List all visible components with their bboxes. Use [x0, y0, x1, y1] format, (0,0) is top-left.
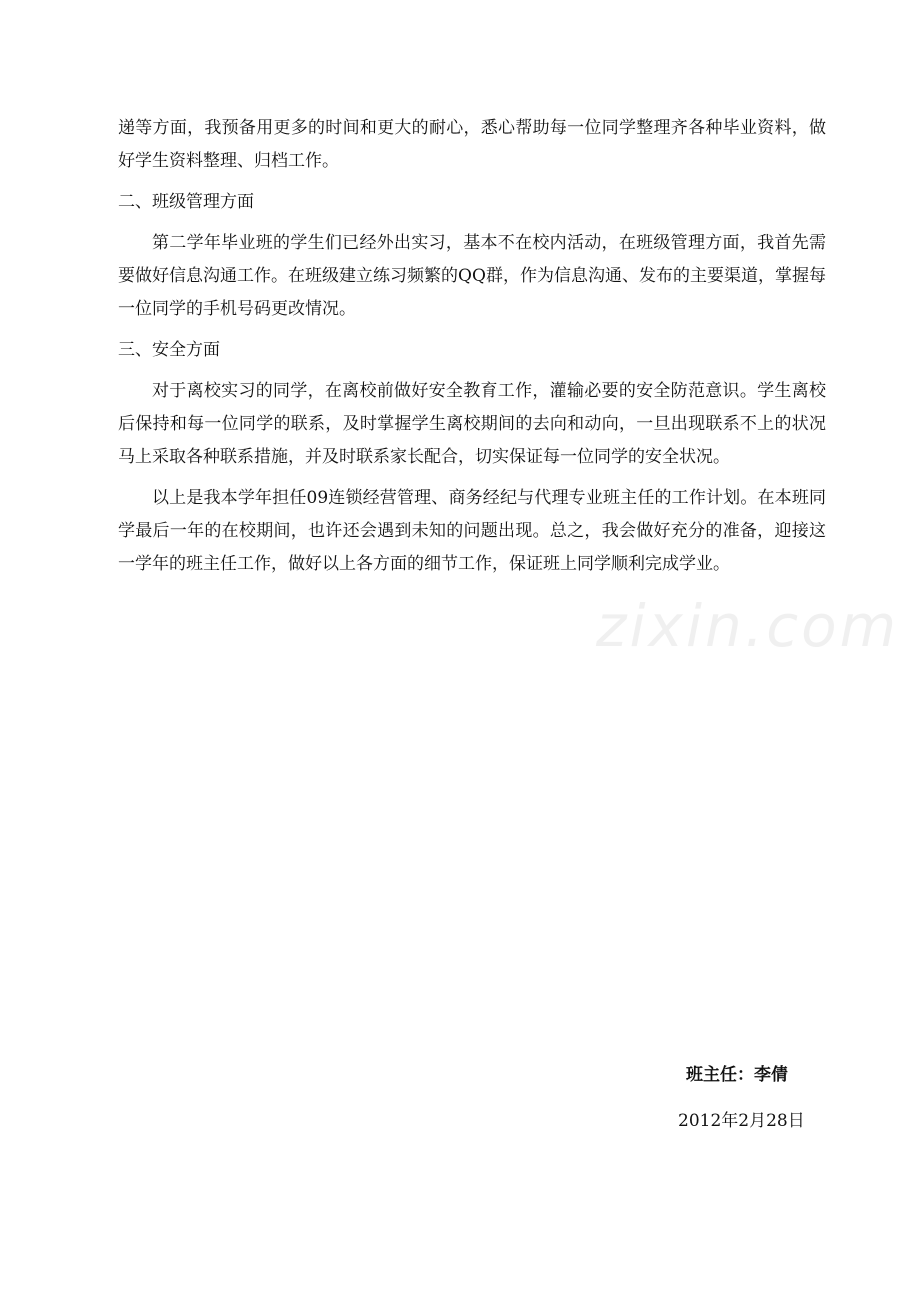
signature-line: 班主任：李倩 [686, 1065, 788, 1085]
paragraph-continuation: 递等方面，我预备用更多的时间和更大的耐心，悉心帮助每一位同学整理齐各种毕业资料，做好学生资料整理、归档工作。 [118, 118, 826, 171]
document-date: 2012年2月28日 [678, 1111, 805, 1131]
paragraph-conclusion: 以上是我本学年担任09连锁经营管理、商务经纪与代理专业班主任的工作计划。在本班同学最后一年的在校期间，也许还会遇到未知的问题出现。总之，我会做好充分的准备，迎接这一学年的班主任工作，做好以上各方面的细节工作，保证班上同学顺利完成学业。 [118, 488, 826, 574]
paragraph-class-management: 第二学年毕业班的学生们已经外出实习，基本不在校内活动，在班级管理方面，我首先需要做好信息沟通工作。在班级建立练习频繁的QQ群，作为信息沟通、发布的主要渠道，掌握每一位同学的手机号码更改情况。 [118, 233, 826, 319]
watermark-text: zixin.com [596, 592, 900, 660]
document-body [118, 112, 826, 589]
paragraph-safety: 对于离校实习的同学，在离校前做好安全教育工作，灌输必要的安全防范意识。学生离校后保持和每一位同学的联系，及时掌握学生离校期间的去向和动向，一旦出现联系不上的状况马上采取各种联系措施，并及时联系家长配合，切实保证每一位同学的安全状况。 [118, 381, 826, 467]
section-heading-safety: 三、安全方面 [118, 340, 220, 360]
section-heading-class-management: 二、班级管理方面 [118, 192, 254, 212]
